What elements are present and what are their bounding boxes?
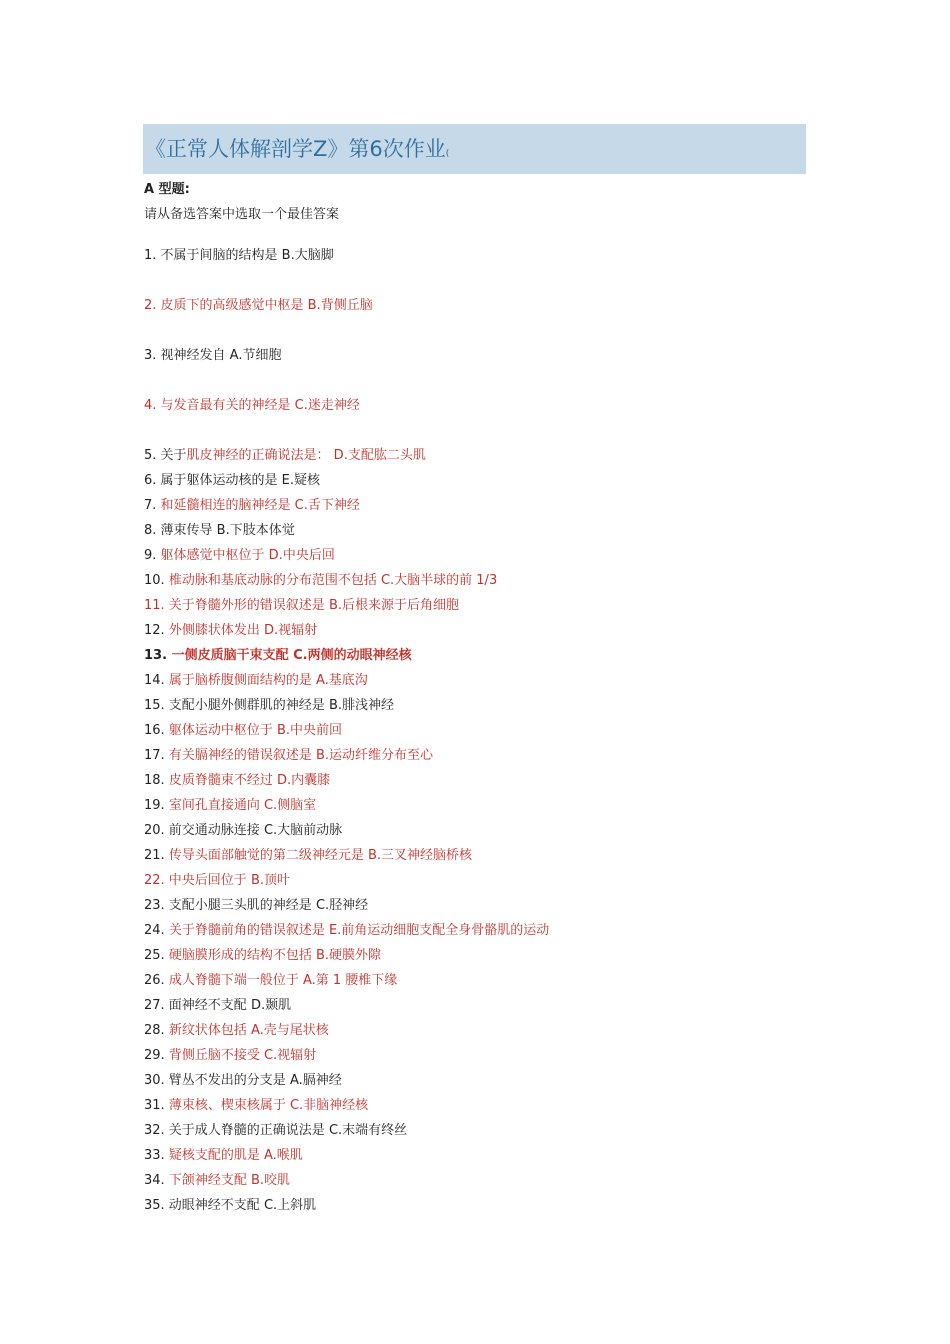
question-item	[144, 1097, 368, 1115]
question-item	[144, 647, 412, 665]
question-item	[144, 1147, 303, 1165]
question-number: 29.	[144, 1048, 169, 1063]
question-answer: 硬脑膜形成的结构不包括 B.硬膜外隙	[168, 948, 381, 963]
question-answer: 关于脊髓前角的错误叙述是 E.前角运动细胞支配全身骨骼肌的运动	[168, 923, 550, 938]
question-number: 10.	[144, 573, 169, 588]
question-number: 26.	[144, 973, 169, 988]
question-item	[144, 447, 426, 465]
question-item: 1. 不属于间脑的结构是 B.大脑脚	[144, 248, 334, 263]
question-answer: 椎动脉和基底动脉的分布范围不包括 C.大脑半球的前 1/3	[168, 573, 498, 588]
question-number: 24.	[144, 923, 169, 938]
question-item: 22. 中央后回位于 B.顶叶	[144, 873, 290, 888]
question-item	[144, 722, 342, 740]
question-item: 23. 支配小腿三头肌的神经是 C.胫神经	[144, 898, 369, 913]
question-item	[144, 747, 433, 765]
title-bar	[143, 124, 806, 174]
question-number: 21.	[144, 848, 169, 863]
question-item	[144, 1172, 290, 1190]
question-item	[144, 947, 381, 965]
question-item	[144, 922, 549, 940]
question-number: 17.	[144, 748, 169, 763]
question-answer: 一侧皮质脑干束支配 C.两侧的动眼神经核	[171, 648, 412, 663]
question-number: 18.	[144, 773, 169, 788]
question-answer: 躯体感觉中枢位于 D.中央后回	[160, 548, 335, 563]
question-number: 19.	[144, 798, 169, 813]
question-item: 30. 臂丛不发出的分支是 A.膈神经	[144, 1073, 342, 1088]
question-number: 28.	[144, 1023, 169, 1038]
question-answer: 新纹状体包括 A.壳与尾状核	[168, 1023, 329, 1038]
question-answer: 有关膈神经的错误叙述是 B.运动纤维分布至心	[168, 748, 433, 763]
page-title	[145, 134, 449, 169]
question-number: 25.	[144, 948, 169, 963]
question-item	[144, 547, 335, 565]
question-item	[144, 672, 368, 690]
question-answer: 外侧膝状体发出 D.视辐射	[168, 623, 318, 638]
question-item	[144, 1022, 329, 1040]
question-answer: 和延髓相连的脑神经是 C.舌下神经	[160, 498, 360, 513]
question-item: 20. 前交通动脉连接 C.大脑前动脉	[144, 823, 343, 838]
question-number: 7.	[144, 498, 161, 513]
question-number: 33.	[144, 1148, 169, 1163]
question-answer: 室间孔直接通向 C.侧脑室	[168, 798, 317, 813]
question-answer: 属于脑桥腹侧面结构的是 A.基底沟	[168, 673, 368, 688]
question-answer: 薄束核、楔束核属于 C.非脑神经核	[168, 1098, 369, 1113]
question-item: 4. 与发音最有关的神经是 C.迷走神经	[144, 398, 360, 413]
question-item: 11. 关于脊髓外形的错误叙述是 B.后根来源于后角细胞	[144, 598, 459, 613]
question-answer: 背侧丘脑不接受 C.视辐射	[168, 1048, 317, 1063]
question-item: 27. 面神经不支配 D.颞肌	[144, 998, 292, 1013]
question-number: 5. 关于	[144, 448, 187, 463]
question-item: 15. 支配小腿外侧群肌的神经是 B.腓浅神经	[144, 698, 394, 713]
question-answer: 疑核支配的肌是 A.喉肌	[168, 1148, 303, 1163]
question-item: 2. 皮质下的高级感觉中枢是 B.背侧丘脑	[144, 298, 373, 313]
question-answer: 肌皮神经的正确说法是： D.支配肱二头肌	[186, 448, 426, 463]
question-item	[144, 572, 497, 590]
section-label: A 型题:	[144, 182, 190, 197]
question-number: 16.	[144, 723, 169, 738]
question-number: 12.	[144, 623, 169, 638]
question-item: 8. 薄束传导 B.下肢本体觉	[144, 523, 295, 538]
question-item	[144, 972, 397, 990]
question-item	[144, 622, 317, 640]
question-item	[144, 847, 472, 865]
instruction-text: 请从备选答案中选取一个最佳答案	[144, 207, 340, 222]
question-item: 32. 关于成人脊髓的正确说法是 C.末端有终丝	[144, 1123, 408, 1138]
question-number: 14.	[144, 673, 169, 688]
question-item	[144, 497, 360, 515]
question-number: 34.	[144, 1173, 169, 1188]
question-number: 31.	[144, 1098, 169, 1113]
question-answer: 成人脊髓下端一般位于 A.第 1 腰椎下缘	[168, 973, 398, 988]
title-main: 《正常人体解剖学Z》第6次作业	[145, 137, 446, 161]
question-item: 3. 视神经发自 A.节细胞	[144, 348, 282, 363]
question-item: 35. 动眼神经不支配 C.上斜肌	[144, 1198, 317, 1213]
question-answer: 传导头面部触觉的第二级神经元是 B.三叉神经脑桥核	[168, 848, 472, 863]
question-item	[144, 1047, 316, 1065]
question-answer: 皮质脊髓束不经过 D.内囊膝	[168, 773, 331, 788]
question-number: 9.	[144, 548, 161, 563]
question-answer: 下颌神经支配 B.咬肌	[168, 1173, 290, 1188]
question-number: 13.	[144, 648, 172, 663]
question-item: 6. 属于躯体运动核的是 E.疑核	[144, 473, 321, 488]
question-answer: 躯体运动中枢位于 B.中央前回	[168, 723, 342, 738]
question-item	[144, 797, 316, 815]
question-item	[144, 772, 330, 790]
title-tail: (	[445, 149, 450, 159]
